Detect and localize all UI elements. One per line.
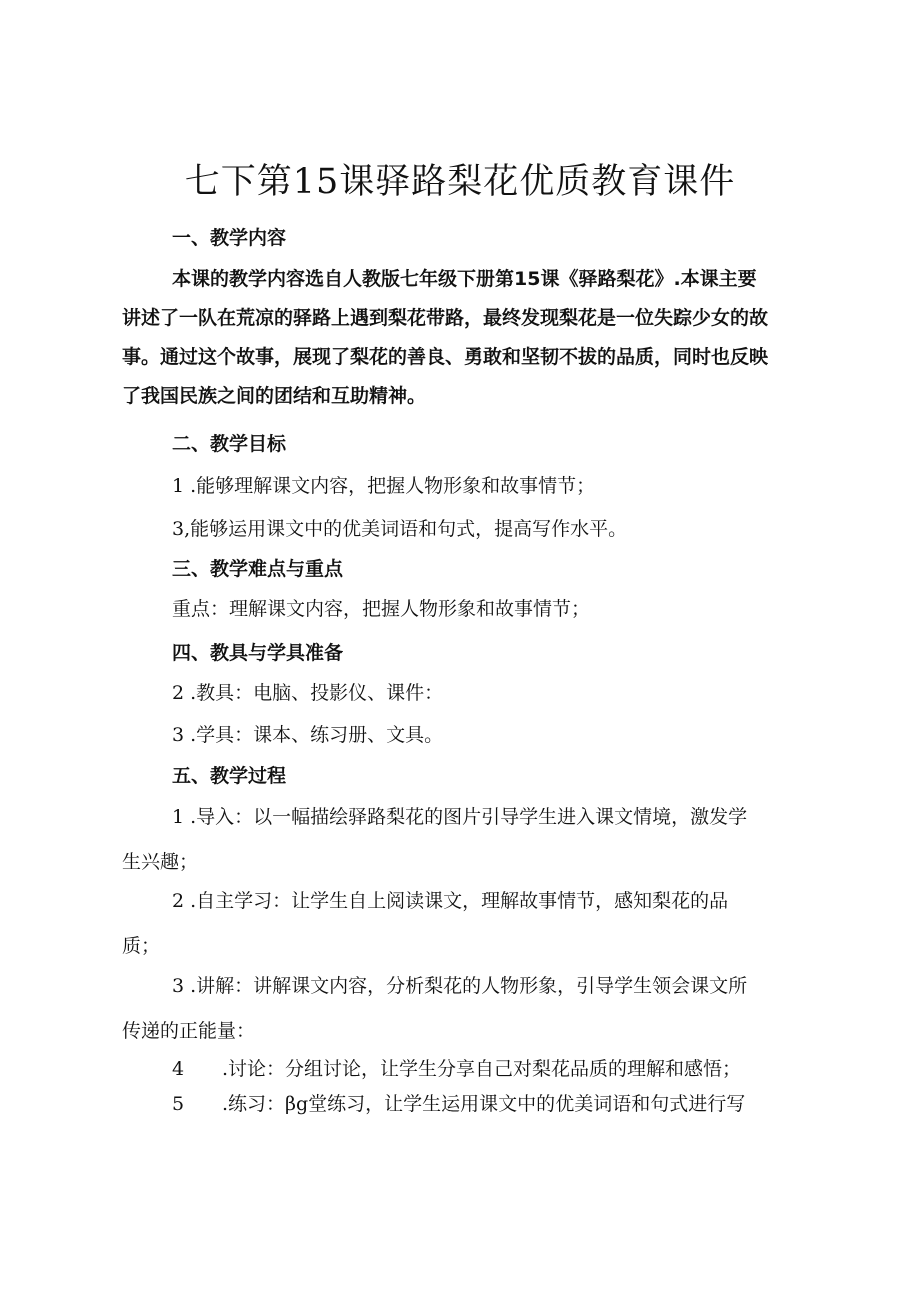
process-step-3-line-1: 3 .讲解：讲解课文内容，分析梨花的人物形象，引导学生领会课文所 — [172, 975, 748, 997]
goal-item-1: 1 .能够理解课文内容，把握人物形象和故事情节； — [172, 475, 596, 497]
process-step-4-number: 4 — [172, 1058, 185, 1080]
process-step-4-text: .讨论：分组讨论，让学生分享自己对梨花品质的理解和感悟； — [222, 1058, 742, 1080]
process-step-3-line-2: 传递的正能量： — [122, 1020, 256, 1042]
process-step-1 — [122, 795, 802, 885]
key-point-item-1: 重点：理解课文内容，把握人物形象和故事情节； — [172, 598, 591, 620]
heading-teaching-goals: 二、教学目标 — [172, 433, 287, 455]
heading-teaching-process: 五、教学过程 — [172, 765, 287, 787]
process-step-2 — [122, 879, 802, 969]
goal-item-2: 3,能够运用课文中的优美词语和句式，提高写作水平。 — [172, 518, 628, 540]
heading-teaching-content: 一、教学内容 — [172, 227, 287, 249]
heading-preparation: 四、教具与学具准备 — [172, 642, 344, 664]
paragraph-continuation: 讲述了一队在荒凉的驿路上遇到梨花带路，最终发现梨花是一位失踪少女的故事。通过这个故事，展现了梨花的善良、勇敢和坚韧不拔的品质，同时也反映了我国民族之间的团结和互助精神。 — [122, 307, 769, 407]
process-step-1-line-1: 1 .导入：以一幅描绘驿路梨花的图片引导学生进入课文情境，激发学 — [172, 806, 748, 828]
process-step-1-line-2: 生兴趣； — [122, 851, 199, 873]
paragraph-first-line: 本课的教学内容选自人教版七年级下册第15课《驿路梨花》.本课主要 — [172, 268, 757, 290]
heading-key-points: 三、教学难点与重点 — [172, 558, 344, 580]
prep-item-2: 3 .学具：课本、练习册、文具。 — [172, 724, 444, 746]
process-step-5 — [172, 1090, 792, 1118]
prep-item-1: 2 .教具：电脑、投影仪、课件： — [172, 682, 444, 704]
process-step-3 — [122, 964, 802, 1054]
process-step-2-line-1: 2 .自主学习：让学生自上阅读课文，理解故事情节，感知梨花的品 — [172, 890, 729, 912]
page-title: 七下第15课驿路梨花优质教育课件 — [184, 162, 736, 202]
process-step-4 — [172, 1055, 792, 1083]
process-step-5-text: .练习：βg堂练习，让学生运用课文中的优美词语和句式进行写 — [222, 1093, 746, 1115]
process-step-5-number: 5 — [172, 1093, 185, 1115]
paragraph-teaching-content — [122, 260, 782, 416]
process-step-2-line-2: 质； — [122, 935, 161, 957]
